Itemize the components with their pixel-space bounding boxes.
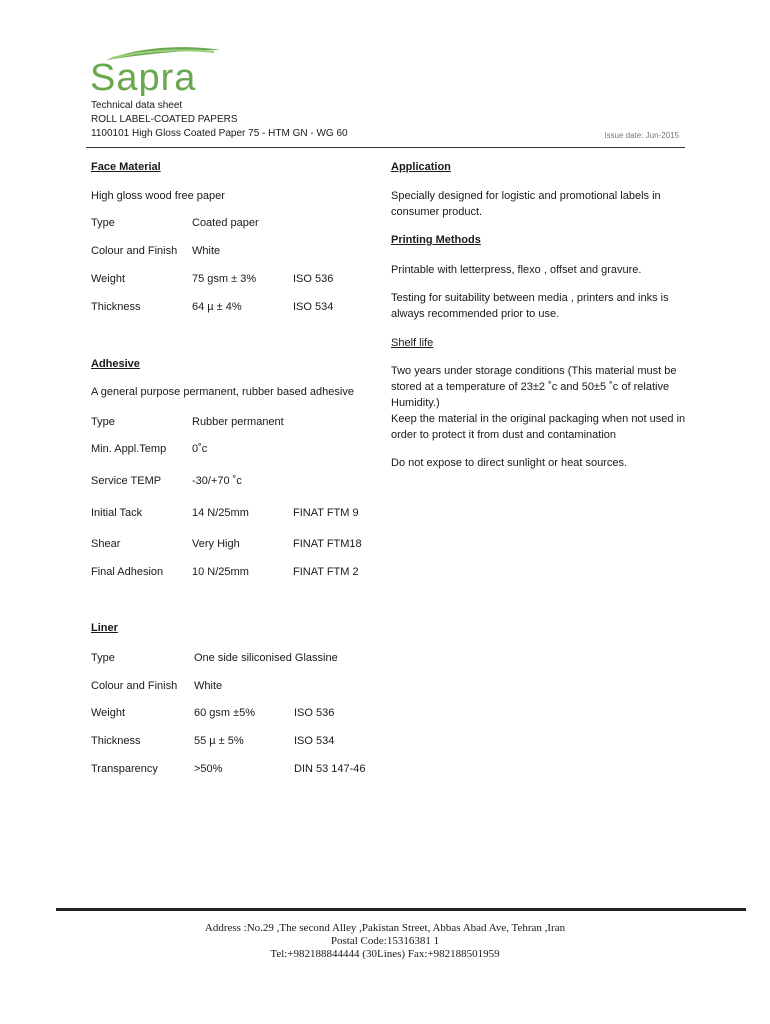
spec-value: 75 gsm ± 3% — [192, 273, 257, 285]
spec-value: 55 µ ± 5% — [194, 735, 244, 747]
application-text: Specially designed for logistic and promotional labels in consumer product. — [391, 190, 661, 218]
liner-heading: Liner — [91, 622, 118, 634]
spec-label: Thickness — [91, 301, 141, 313]
spec-value: Very High — [192, 538, 240, 550]
printing-methods-text: Printable with letterpress, flexo , offset and gravure. — [391, 264, 642, 276]
logo-leaf-icon — [86, 44, 246, 96]
face-material-description: High gloss wood free paper — [91, 190, 225, 202]
spec-value: Rubber permanent — [192, 416, 284, 428]
spec-label: Initial Tack — [91, 507, 143, 519]
spec-standard: FINAT FTM 2 — [293, 566, 359, 578]
shelf-life-heading: Shelf life — [391, 337, 434, 349]
spec-value: 0˚c — [192, 443, 208, 455]
product-name: 1100101 High Gloss Coated Paper 75 - HTM GN - WG 60 — [91, 128, 348, 139]
spec-label: Shear — [91, 538, 121, 550]
spec-label: Transparency — [91, 763, 158, 775]
sunlight-warning: Do not expose to direct sunlight or heat sources. — [391, 457, 628, 469]
footer-address: Address :No.29 ,The second Alley ,Pakistan Street, Abbas Abad Ave, Tehran ,Iran — [204, 922, 566, 934]
spec-value: White — [192, 245, 221, 257]
header-divider — [86, 147, 685, 148]
spec-value: -30/+70 ˚c — [192, 475, 242, 487]
spec-label: Colour and Finish — [91, 245, 178, 257]
storage-instructions: Keep the material in the original packaging when not used in order to protect it from dust and contamination — [391, 413, 686, 441]
spec-value: 64 µ ± 4% — [192, 301, 242, 313]
doc-type: Technical data sheet — [91, 100, 183, 111]
spec-label: Min. Appl.Temp — [91, 443, 167, 455]
footer-postal-code: Postal Code:15316381 1 — [330, 935, 440, 947]
spec-label: Service TEMP — [91, 475, 162, 487]
spec-standard: ISO 536 — [294, 707, 335, 719]
company-logo — [86, 44, 246, 96]
spec-standard: ISO 536 — [293, 273, 334, 285]
spec-value: White — [194, 680, 223, 692]
spec-standard: ISO 534 — [293, 301, 334, 313]
application-heading: Application — [391, 161, 451, 173]
testing-text: Testing for suitability between media , printers and inks is always recommended prior to use. — [391, 292, 669, 320]
spec-standard: FINAT FTM18 — [293, 538, 362, 550]
doc-category: ROLL LABEL-COATED PAPERS — [91, 114, 238, 125]
adhesive-heading: Adhesive — [91, 358, 140, 370]
spec-standard: ISO 534 — [294, 735, 335, 747]
spec-value: 60 gsm ±5% — [194, 707, 256, 719]
face-material-heading: Face Material — [91, 161, 161, 173]
footer-divider — [56, 908, 746, 911]
spec-label: Weight — [91, 273, 126, 285]
spec-label: Final Adhesion — [91, 566, 164, 578]
spec-label: Thickness — [91, 735, 141, 747]
footer-contact: Tel:+982188844444 (30Lines) Fax:+982188501959 — [270, 948, 500, 960]
spec-label: Type — [91, 416, 115, 428]
spec-value: 10 N/25mm — [192, 566, 249, 578]
adhesive-description: A general purpose permanent, rubber based adhesive — [91, 386, 354, 398]
spec-value: Coated paper — [192, 217, 259, 229]
spec-label: Colour and Finish — [91, 680, 178, 692]
spec-value: 14 N/25mm — [192, 507, 249, 519]
spec-label: Type — [91, 217, 115, 229]
spec-value: >50% — [194, 763, 223, 775]
spec-value: One side siliconised Glassine — [194, 652, 338, 664]
spec-standard: DIN 53 147-46 — [294, 763, 366, 775]
spec-standard: FINAT FTM 9 — [293, 507, 359, 519]
printing-methods-heading: Printing Methods — [391, 234, 481, 246]
spec-label: Type — [91, 652, 115, 664]
spec-label: Weight — [91, 707, 126, 719]
logo-text: Sapra — [90, 57, 197, 96]
issue-date: Issue date: Jun-2015 — [604, 131, 679, 140]
shelf-life-text: Two years under storage conditions (This material must be stored at a temperature of 23±2 ˚c and 50±5 ˚c of relative Humidity.) — [391, 365, 677, 409]
